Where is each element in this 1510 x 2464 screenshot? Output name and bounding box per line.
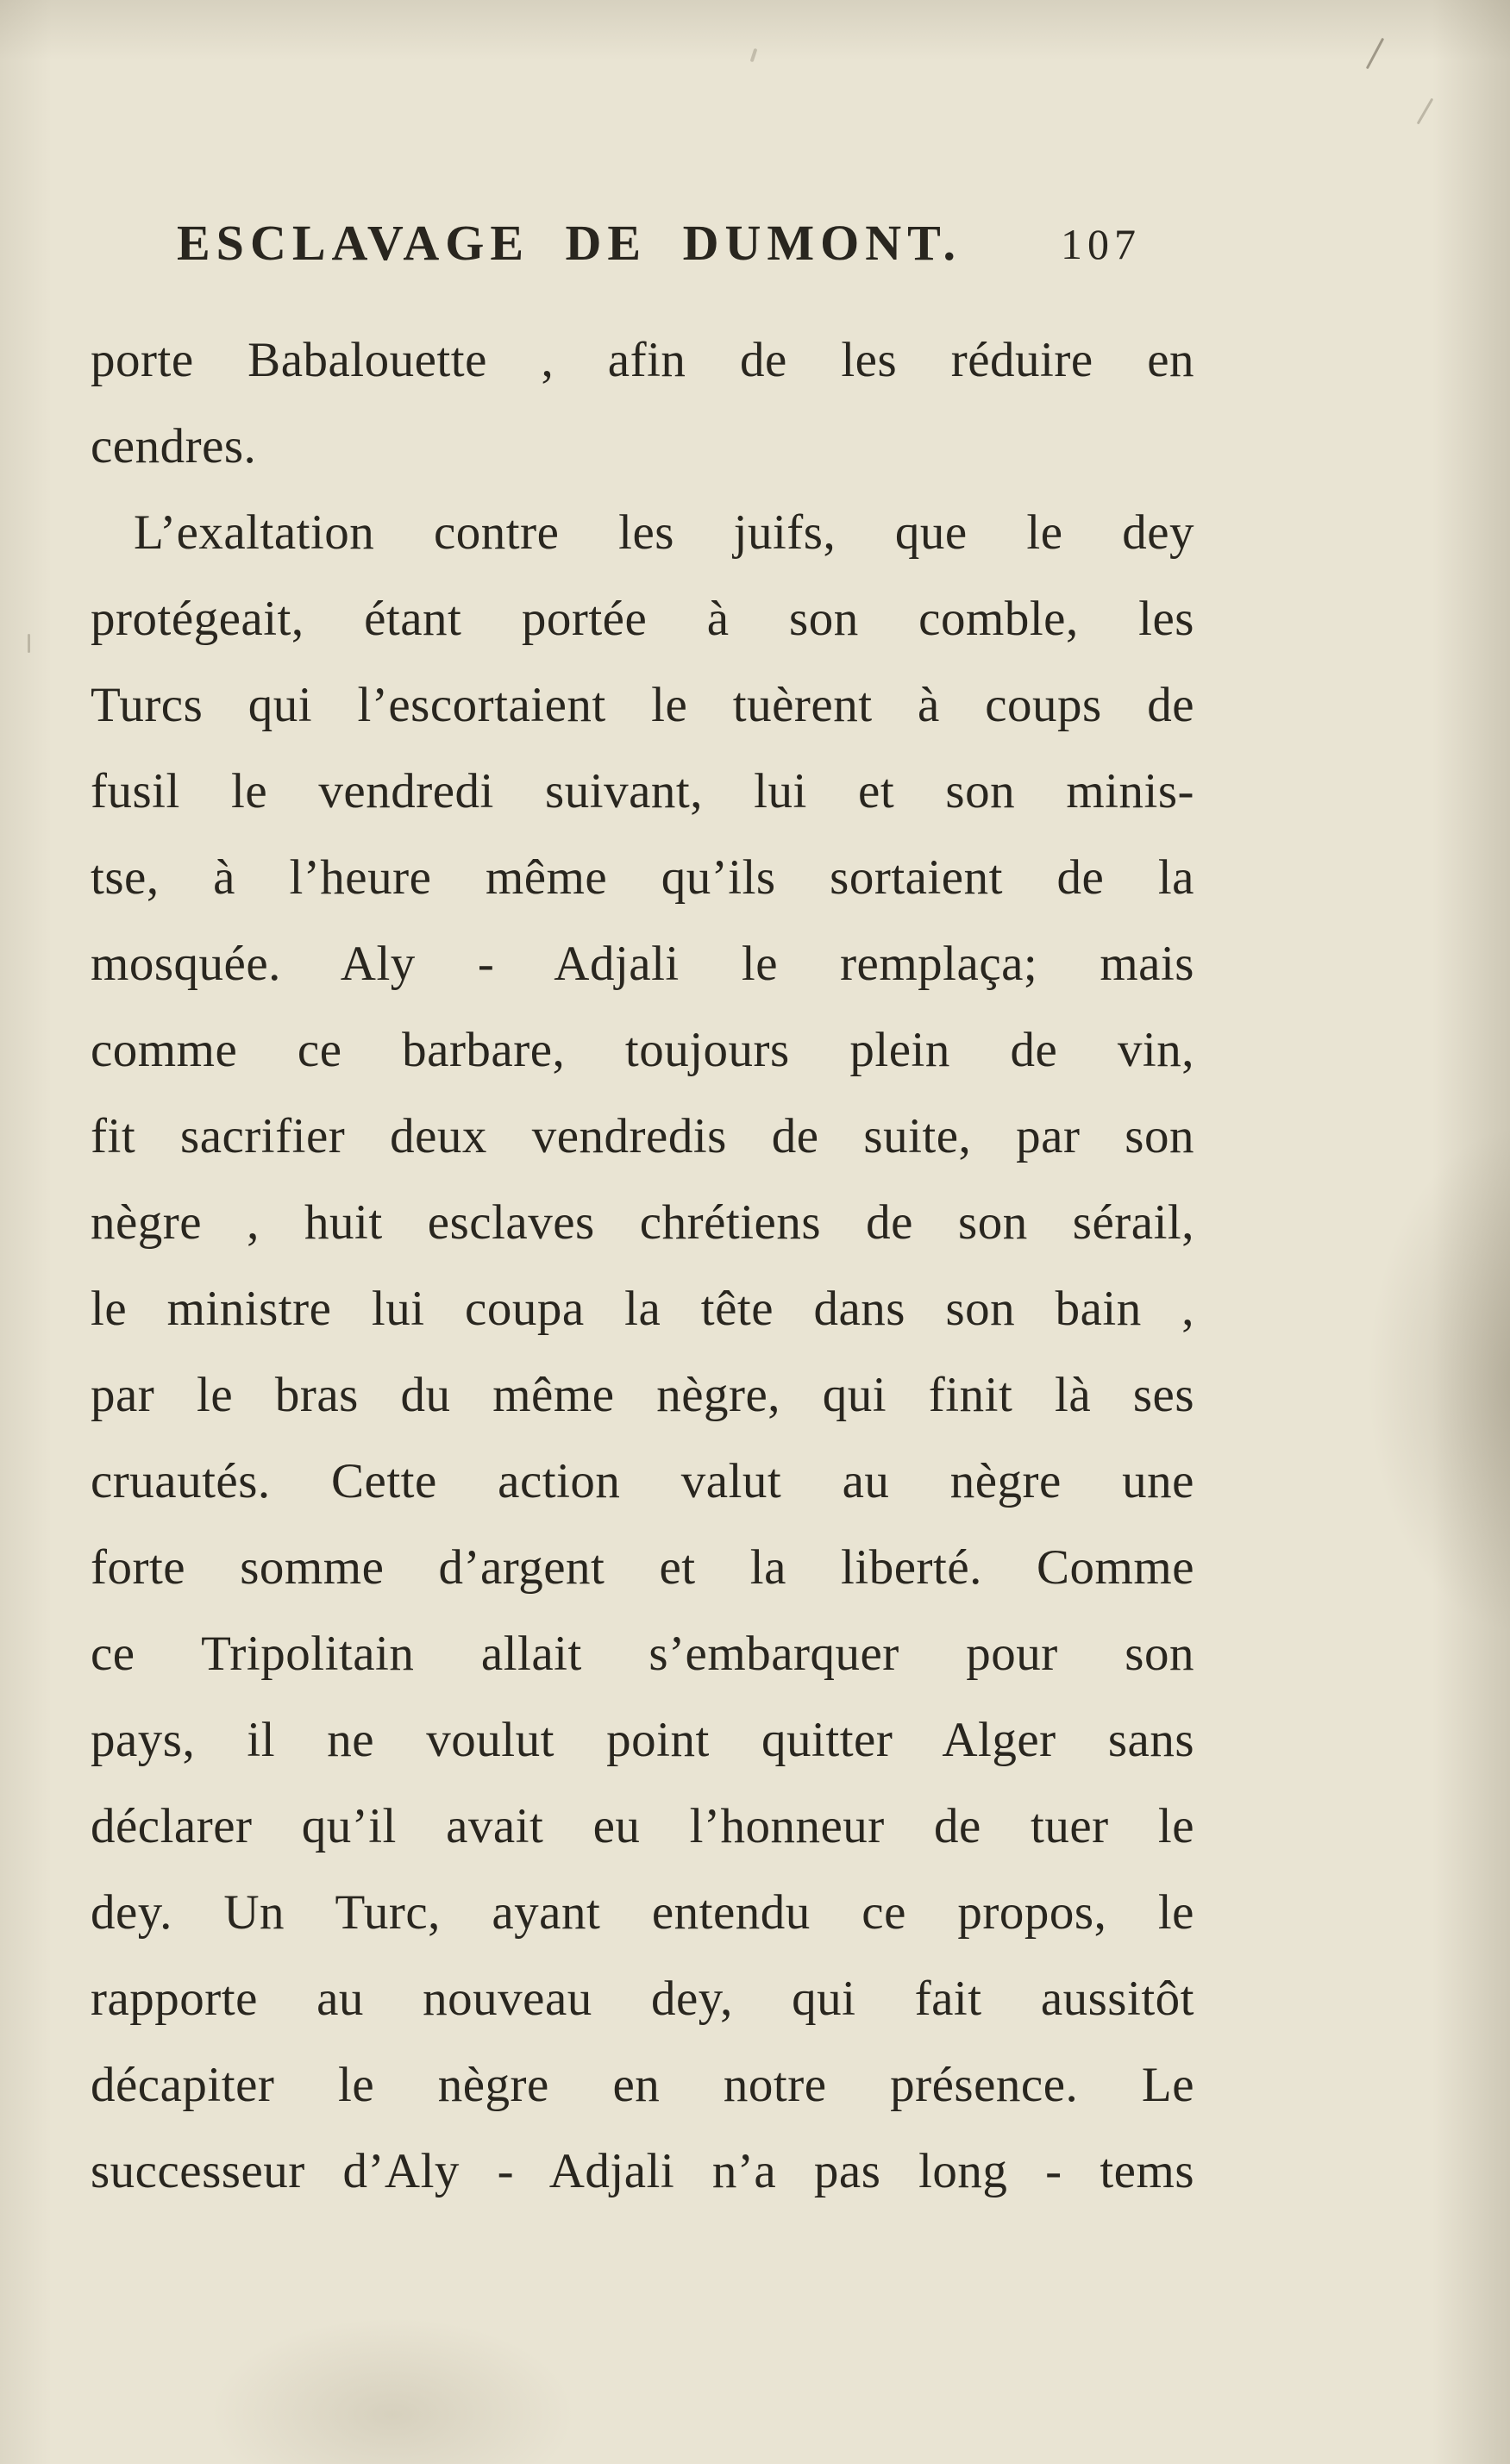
text-line: cruautés. Cette action valut au nègre une [91, 1454, 1194, 1508]
text-line: dey. Un Turc, ayant entendu ce propos, le [91, 1885, 1194, 1940]
page-header [91, 214, 1194, 272]
text-line: tse, à l’heure même qu’ils sortaient de la [91, 850, 1194, 905]
ink-mark [750, 48, 758, 62]
text-line: comme ce barbare, toujours plein de vin, [91, 1023, 1194, 1077]
page-number: 107 [1061, 220, 1141, 268]
text-line: décapiter le nègre en notre présence. Le [91, 2058, 1194, 2112]
text-line: fusil le vendredi suivant, lui et son minis- [91, 764, 1194, 818]
body-text [91, 317, 1194, 2215]
text-line: protégeait, étant portée à son comble, les [91, 592, 1194, 646]
text-line: le ministre lui coupa la tête dans son bain , [91, 1282, 1194, 1336]
text-line: forte somme d’argent et la liberté. Comme [91, 1540, 1194, 1595]
ink-mark [28, 634, 30, 653]
text-line: rapporte au nouveau dey, qui fait aussitôt [91, 1972, 1194, 2026]
text-line: cendres. [91, 419, 257, 473]
text-line: par le bras du même nègre, qui finit là ses [91, 1368, 1194, 1422]
text-line: nègre , huit esclaves chrétiens de son sérail, [91, 1195, 1194, 1250]
text-line: déclarer qu’il avait eu l’honneur de tuer le [91, 1799, 1194, 1853]
text-line: ce Tripolitain allait s’embarquer pour son [91, 1627, 1194, 1681]
ink-mark [1417, 98, 1434, 125]
ink-mark [1366, 38, 1384, 70]
text-line: Turcs qui l’escortaient le tuèrent à coups de [91, 678, 1194, 732]
text-line: successeur d’Aly - Adjali n’a pas long - tems [91, 2144, 1194, 2198]
text-line: mosquée. Aly - Adjali le remplaça; mais [91, 937, 1194, 991]
text-line: porte Babalouette , afin de les réduire en [91, 333, 1194, 387]
running-title: ESCLAVAGE DE DUMONT. [177, 215, 962, 271]
text-line: pays, il ne voulut point quitter Alger sans [91, 1713, 1194, 1767]
text-line: L’exaltation contre les juifs, que le dey [134, 505, 1194, 560]
text-line: fit sacrifier deux vendredis de suite, par son [91, 1109, 1194, 1163]
